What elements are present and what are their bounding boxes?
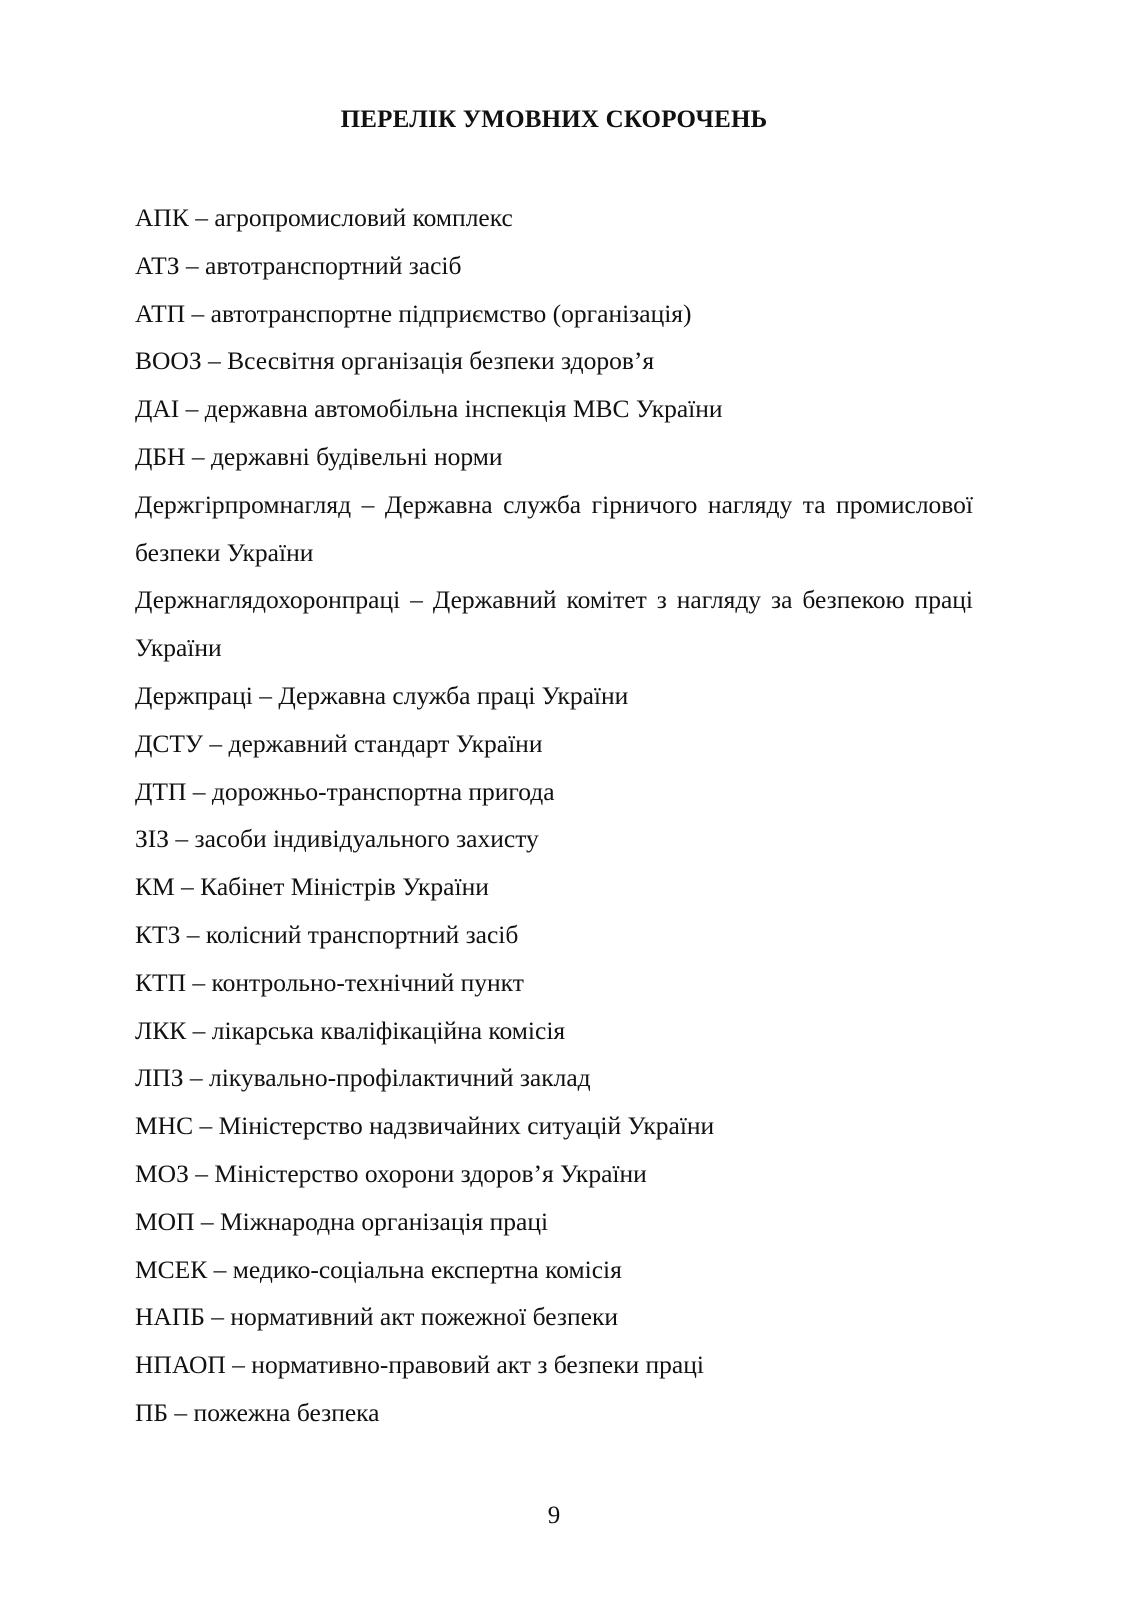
abbreviation-list [135, 194, 973, 1437]
abbreviation-entry: ЗІЗ – засоби індивідуального захисту [135, 824, 539, 854]
abbreviation-entry: КТП – контрольно-технічний пункт [135, 967, 524, 997]
abbreviation-entry: МСЕК – медико-соціальна експертна комісія [135, 1254, 622, 1284]
abbreviation-entry: КМ – Кабінет Міністрів України [135, 872, 489, 902]
abbreviation-entry: ДБН – державні будівельні норми [135, 441, 503, 471]
abbreviation-entry: МОЗ – Міністерство охорони здоров’я України [135, 1158, 647, 1188]
abbreviation-entry: МНС – Міністерство надзвичайних ситуацій України [135, 1111, 715, 1141]
page-title: ПЕРЕЛІК УМОВНИХ СКОРОЧЕНЬ [340, 106, 768, 133]
abbreviation-entry: ВООЗ – Всесвітня організація безпеки здоров’я [135, 346, 655, 376]
abbreviation-entry: НАПБ – нормативний акт пожежної безпеки [135, 1302, 618, 1332]
abbreviation-entry: АТЗ – автотранспортний засіб [135, 250, 462, 280]
abbreviation-entry: ДАІ – державна автомобільна інспекція МВС України [135, 394, 723, 424]
abbreviation-entry: НПАОП – нормативно-правовий акт з безпеки праці [135, 1350, 704, 1380]
abbreviation-entry: ДТП – дорожньо-транспортна пригода [135, 776, 555, 806]
abbreviation-entry: ДСТУ – державний стандарт України [135, 728, 543, 758]
abbreviation-entry: АПК – агропромисловий комплекс [135, 203, 513, 232]
abbreviation-entry: ПБ – пожежна безпека [135, 1397, 380, 1427]
abbreviation-entry: КТЗ – колісний транспортний засіб [135, 919, 519, 949]
abbreviation-entry: Держнаглядохоронпраці – Державний комітет з нагляду за безпекою праці України [135, 585, 973, 663]
page-number: 9 [547, 1502, 561, 1529]
abbreviation-entry: Держгірпромнагляд – Державна служба гірничого нагляду та промислової безпеки України [135, 489, 973, 567]
abbreviation-entry: АТП – автотранспортне підприємство (організація) [135, 298, 692, 328]
abbreviation-entry: Держпраці – Державна служба праці України [135, 680, 629, 710]
abbreviation-entry: МОП – Міжнародна організація праці [135, 1206, 549, 1236]
abbreviation-entry: ЛКК – лікарська кваліфікаційна комісія [135, 1015, 566, 1045]
abbreviation-entry: ЛПЗ – лікувально-профілактичний заклад [135, 1063, 591, 1093]
